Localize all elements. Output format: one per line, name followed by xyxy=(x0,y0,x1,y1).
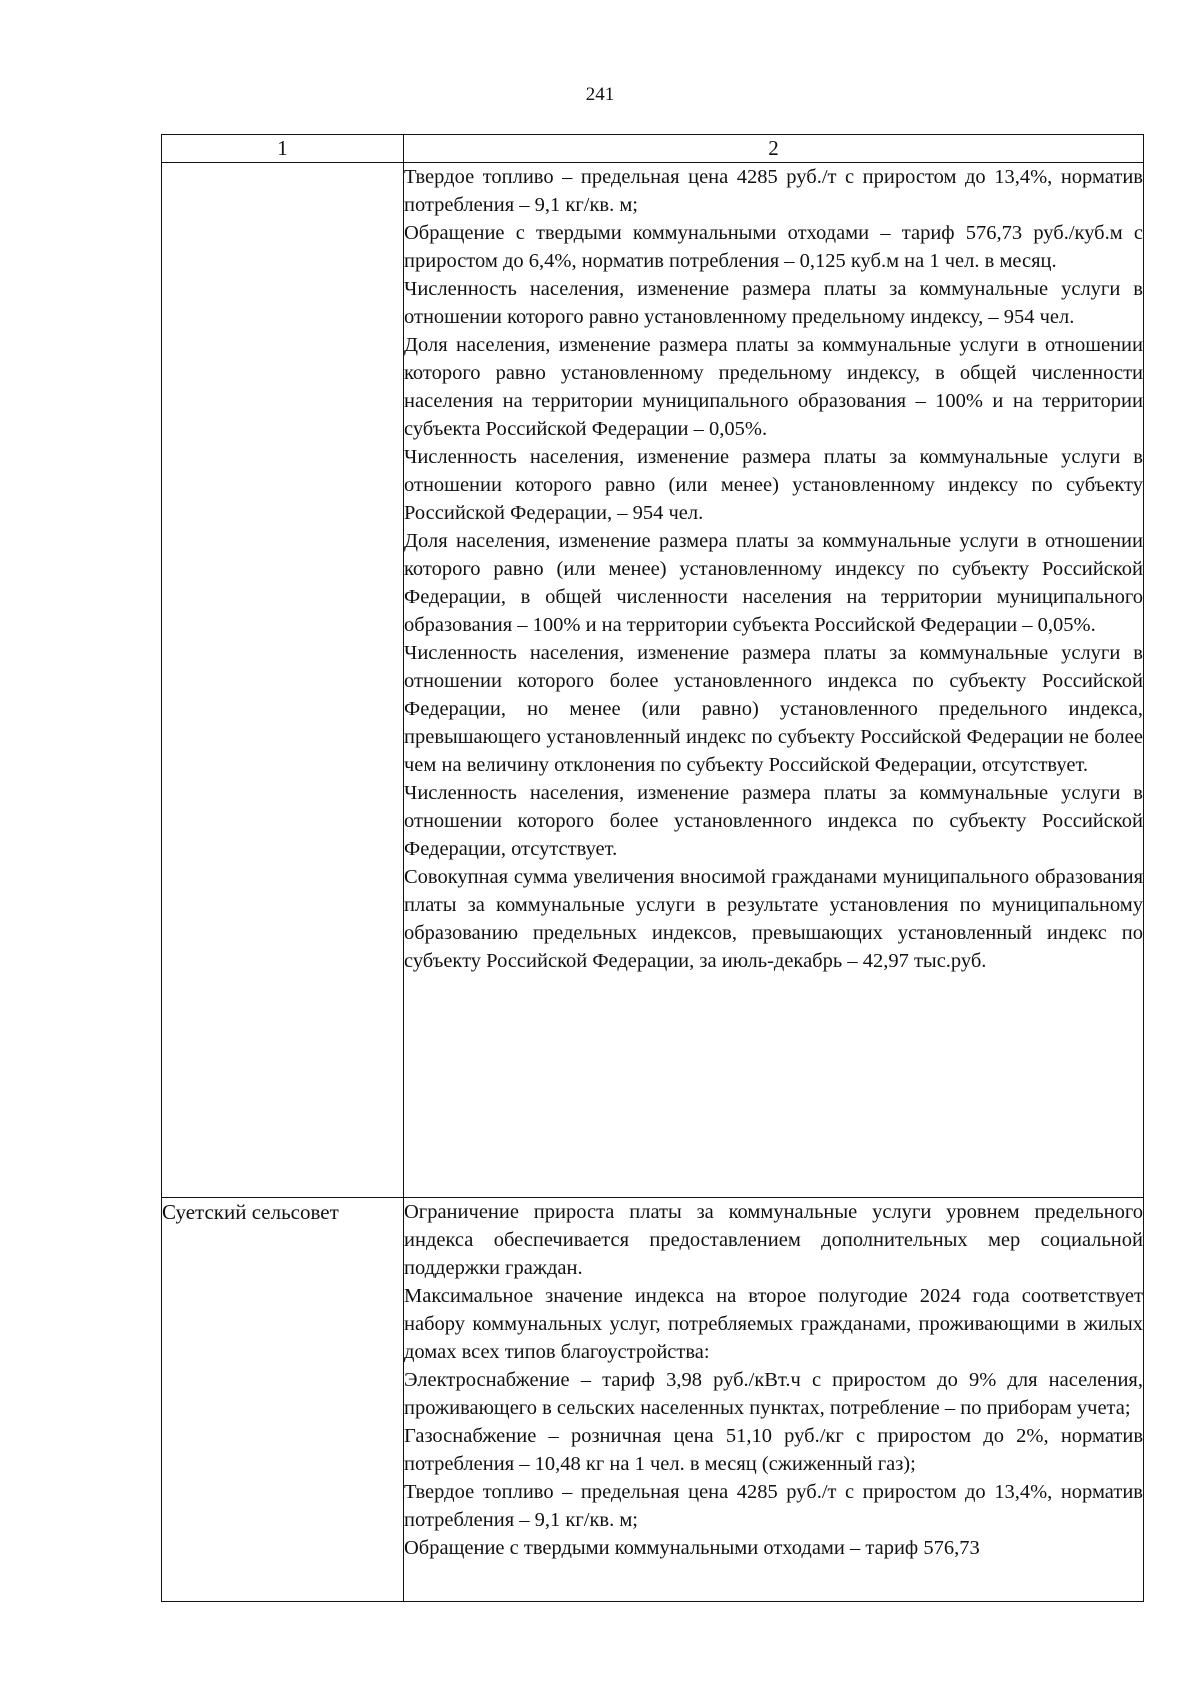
table-row xyxy=(162,1198,1144,1602)
paragraph: Численность населения, изменение размера платы за коммунальные услуги в отношении которого более установленного индекса по субъекту Российской Федерации, но менее (или равно) установленного предельного индекса, превышающего установленный индекс по субъекту Российской Федерации не более чем на величину отклонения по субъекту Российской Федерации, отсутствует. xyxy=(404,642,1143,776)
table-header-row xyxy=(162,135,1144,163)
paragraph: Численность населения, изменение размера платы за коммунальные услуги в отношении которого более установленного индекса по субъекту Российской Федерации, отсутствует. xyxy=(404,782,1143,860)
header-col-2: 2 xyxy=(404,135,1144,163)
row-1-col-2 xyxy=(404,163,1144,1198)
row-2-col-1: Суетский сельсовет xyxy=(162,1198,404,1602)
paragraph: Численность населения, изменение размера платы за коммунальные услуги в отношении которого равно установленному предельному индексу, – 954 чел. xyxy=(404,278,1143,328)
paragraph: Твердое топливо – предельная цена 4285 руб./т с приростом до 13,4%, норматив потребления – 9,1 кг/кв. м; xyxy=(404,1481,1143,1531)
paragraph: Обращение с твердыми коммунальными отходами – тариф 576,73 руб./куб.м с приростом до 6,4%, норматив потребления – 0,125 куб.м на 1 чел. в месяц. xyxy=(404,222,1143,272)
row-1-col-1 xyxy=(162,163,404,1198)
paragraph: Доля населения, изменение размера платы за коммунальные услуги в отношении которого равно (или менее) установленному индексу по субъекту Российской Федерации, в общей численности населения на территории муниципального образования – 100% и на территории субъекта Российской Федерации – 0,05%. xyxy=(404,530,1143,636)
paragraph: Совокупная сумма увеличения вносимой гражданами муниципального образования платы за коммунальные услуги в результате установления по муниципальному образованию предельных индексов, превышающих установленный индекс по субъекту Российской Федерации, за июль-декабрь – 42,97 тыс.руб. xyxy=(404,866,1143,972)
paragraph: Максимальное значение индекса на второе полугодие 2024 года соответствует набору коммунальных услуг, потребляемых гражданами, проживающими в жилых домах всех типов благоустройства: xyxy=(404,1285,1143,1363)
document-table xyxy=(161,134,1144,1602)
row-2-col-2 xyxy=(404,1198,1144,1602)
paragraph: Ограничение прироста платы за коммунальные услуги уровнем предельного индекса обеспечивается предоставлением дополнительных мер социальной поддержки граждан. xyxy=(404,1201,1143,1279)
paragraph: Обращение с твердыми коммунальными отходами – тариф 576,73 xyxy=(404,1537,980,1559)
page-number: 241 xyxy=(585,84,615,105)
paragraph: Газоснабжение – розничная цена 51,10 руб./кг с приростом до 2%, норматив потребления – 10,48 кг на 1 чел. в месяц (сжиженный газ); xyxy=(404,1425,1143,1475)
paragraph: Численность населения, изменение размера платы за коммунальные услуги в отношении которого равно (или менее) установленному индексу по субъекту Российской Федерации, – 954 чел. xyxy=(404,446,1143,524)
header-col-1: 1 xyxy=(162,135,404,163)
paragraph: Твердое топливо – предельная цена 4285 руб./т с приростом до 13,4%, норматив потребления – 9,1 кг/кв. м; xyxy=(404,166,1143,216)
paragraph: Доля населения, изменение размера платы за коммунальные услуги в отношении которого равно установленному предельному индексу, в общей численности населения на территории муниципального образования – 100% и на территории субъекта Российской Федерации – 0,05%. xyxy=(404,334,1143,440)
table-row xyxy=(162,163,1144,1198)
paragraph: Электроснабжение – тариф 3,98 руб./кВт.ч с приростом до 9% для населения, проживающего в сельских населенных пунктах, потребление – по приборам учета; xyxy=(404,1369,1143,1419)
